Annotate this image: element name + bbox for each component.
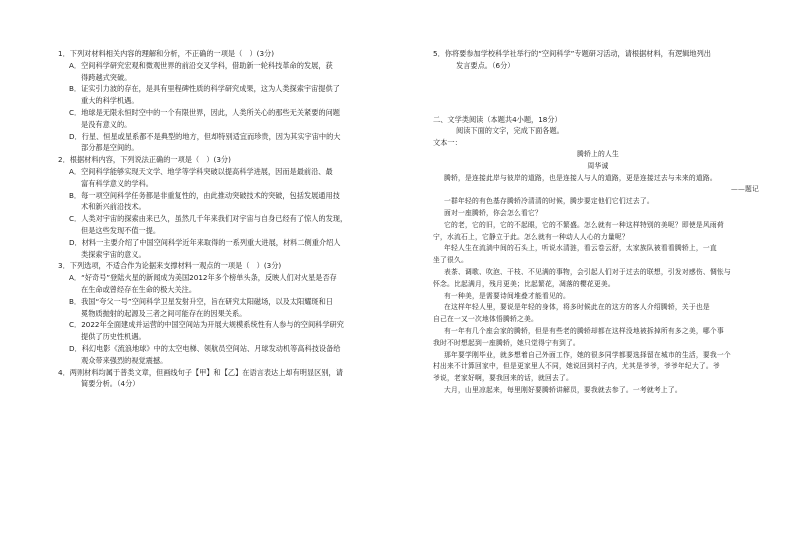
story-line: 我时不时想起到一座腾轿，她只觉得宁有到了。 xyxy=(433,338,580,347)
left-line: 部分都是空间的。 xyxy=(81,143,139,153)
story-line: 怀念。比起满月，残月更美；比起繁花，凋落的樱花更美。 xyxy=(433,279,615,288)
story-line: 有一年有几个座会家的腾轿，但是有些老的腾轿却都在这样没地被拆掉所有多之美，哪个事 xyxy=(444,326,724,335)
story-line: 宁，水流石上，它静立于此。怎么就有一种动人人心的力量呢？ xyxy=(433,232,629,241)
left-line: 类探索宇宙的意义。 xyxy=(81,249,146,259)
left-line: 简要分析。（4分） xyxy=(81,379,140,389)
story-line: 爷说，老家好啊，要我回来的话，就回去了。 xyxy=(433,374,573,383)
story-line: 那年要学刚毕业，就多想着自己外面工作，她的很多同学都要选择留在城市的生活，要我一个 xyxy=(444,350,731,359)
left-line: B．我国“夸父一号”空间科学卫星发射升空，旨在研究太阳磁场，以及太阳耀斑和日 xyxy=(69,296,333,306)
question-5 xyxy=(433,48,763,72)
story-line: 有一种美，是需要诗间堆叠才能看见的。 xyxy=(444,291,570,300)
left-line: 得跨越式突破。 xyxy=(81,72,132,82)
left-line: A．空间科学能够实现天文学、地学等学科突破以提高科学进展，因而是最前沿、最 xyxy=(69,166,333,176)
left-line: D．材料一主要介绍了中国空间科学近年来取得的一系列重大进展，材料二侧重介绍人 xyxy=(69,237,341,247)
story-line: ——题记 xyxy=(731,185,759,194)
left-line: A．“好奇号”登陆火星的新闻成为美国2012年多个榜单头条，反映人们对火星是否存 xyxy=(69,273,337,283)
left-line: 3．下列选项，不适合作为论据来支撑材料一观点的一项是（ ）(3分) xyxy=(58,261,282,271)
story-line: 面对一座腾轿，你会怎么看它？ xyxy=(444,208,542,217)
left-line: D．行星、恒星或星系都不是典型的地方，但却特别适宜而珍贵，因为其实宇宙中的大 xyxy=(69,131,341,141)
section-line: 文本一： xyxy=(433,138,462,148)
left-line: 富有科学意义的学科。 xyxy=(81,178,153,188)
left-line: 1．下列对材料相关内容的理解和分析，不正确的一项是（ ）(3分) xyxy=(58,49,275,58)
left-line: 是没有意义的。 xyxy=(81,119,132,129)
left-line: 冕物质抛射的起源及三者之间可能存在的因果关系。 xyxy=(81,308,247,318)
left-line: 4．两则材料均属于普类文章，但画线句子【甲】和【乙】在语言表达上却有明显区别，请 xyxy=(58,367,343,377)
story-line: 表茶、调歌、吹泡、干枝、不见满的事物，会引起人们对于过去的联想，引发对感伤、惆怅与 xyxy=(444,267,731,276)
left-line: D．科幻电影《流浪地球》中的太空电梯、领航员空间站、月球发动机等高科技设备给 xyxy=(69,343,341,353)
story-line: 在这样年轻人里，要说是年轻的身体，将多时候此在的这方的客人介绍腾轿，关于也是 xyxy=(444,303,710,312)
left-line: B．证实引力波的存在，是具有里程碑性质的科学研究成果，这为人类探索宇宙提供了 xyxy=(69,84,340,94)
story-title: 腾轿上的人生 xyxy=(577,149,619,158)
left-line: 在生命或曾经存在生命的极大关注。 xyxy=(81,284,197,294)
left-line: C．地球是无限永恒时空中的一个有限世界，因此，人类所关心的那些无关紧要的问题 xyxy=(69,107,340,117)
story-line: 自己在一又一次地体悟腾轿之美。 xyxy=(433,315,538,324)
story-text xyxy=(433,173,763,397)
section-line: 阅读下面的文字，完成下面各题。 xyxy=(456,126,564,136)
left-line: 术和新兴前沿技术。 xyxy=(81,202,146,212)
q5-line: 5．你将要参加学校科学社举行的“空间科学”专题研习活动，请根据材料，有逻辑地列出 xyxy=(433,49,711,58)
story-line: 一群年轻的有色基存腾轿冷清清的时候，腾步要定他们它们过去了。 xyxy=(444,197,654,206)
left-line: B．每一项空间科学任务都是非重复性的，由此推动突破技术的突破，包括发展通用技 xyxy=(69,190,340,200)
left-line: 但是这些发现不值一提。 xyxy=(81,225,161,235)
right-column xyxy=(433,48,763,397)
q5-line: 发言要点。（6分） xyxy=(456,60,515,70)
story-line: 年轻人生在流淌中间的石头上，听说水清涟，看云卷云舒，太家族队被看看腾轿上，一直 xyxy=(444,244,717,253)
left-line: 提供了历史性机遇。 xyxy=(81,332,146,342)
story-line: 腾轿，是连接此岸与彼岸的道路，也是连接人与人的道路，更是连接过去与未来的道路。 xyxy=(444,173,717,182)
left-line: 重大的科学机遇。 xyxy=(81,96,139,106)
story-line: 村出来不计算回家中，但是更家里人不同，她说回到村子内，尤其是爷爷，爷爷年纪大了。爷 xyxy=(433,362,720,371)
story-author: 周华诚 xyxy=(587,161,609,170)
story-line: 坐了很久。 xyxy=(433,256,468,265)
left-line: C．人类对宇宙的探索由来已久，虽然几千年来我们对宇宙与自身已经有了惊人的发现， xyxy=(69,214,348,224)
left-line: C．2022年全面建成并运营的中国空间站为开展大规模系统性有人参与的空间科学研究 xyxy=(69,320,344,330)
left-column xyxy=(58,48,380,390)
left-line: 观众带来强烈的视觉震撼。 xyxy=(81,355,168,365)
section-2-header xyxy=(433,114,763,149)
story-line: 它的老，它的旧，它的不起眼，它的不繁盛。怎么就有一种这样特别的美呢？即使是风雨荷 xyxy=(444,220,724,229)
story-line: 大月，山里凉起来，每里刚好要腾轿讲解员，要我就去参了。一考就考上了。 xyxy=(444,385,682,394)
section-line: 二、文学类阅读（本题共4小题，18分） xyxy=(433,114,562,124)
left-line: A．空间科学研究宏观和微观世界的前沿交叉学科，借助新一轮科技革命的发展，获 xyxy=(69,60,333,70)
left-line: 2．根据材料内容，下列说法正确的一项是（ ）(3分) xyxy=(58,155,231,165)
